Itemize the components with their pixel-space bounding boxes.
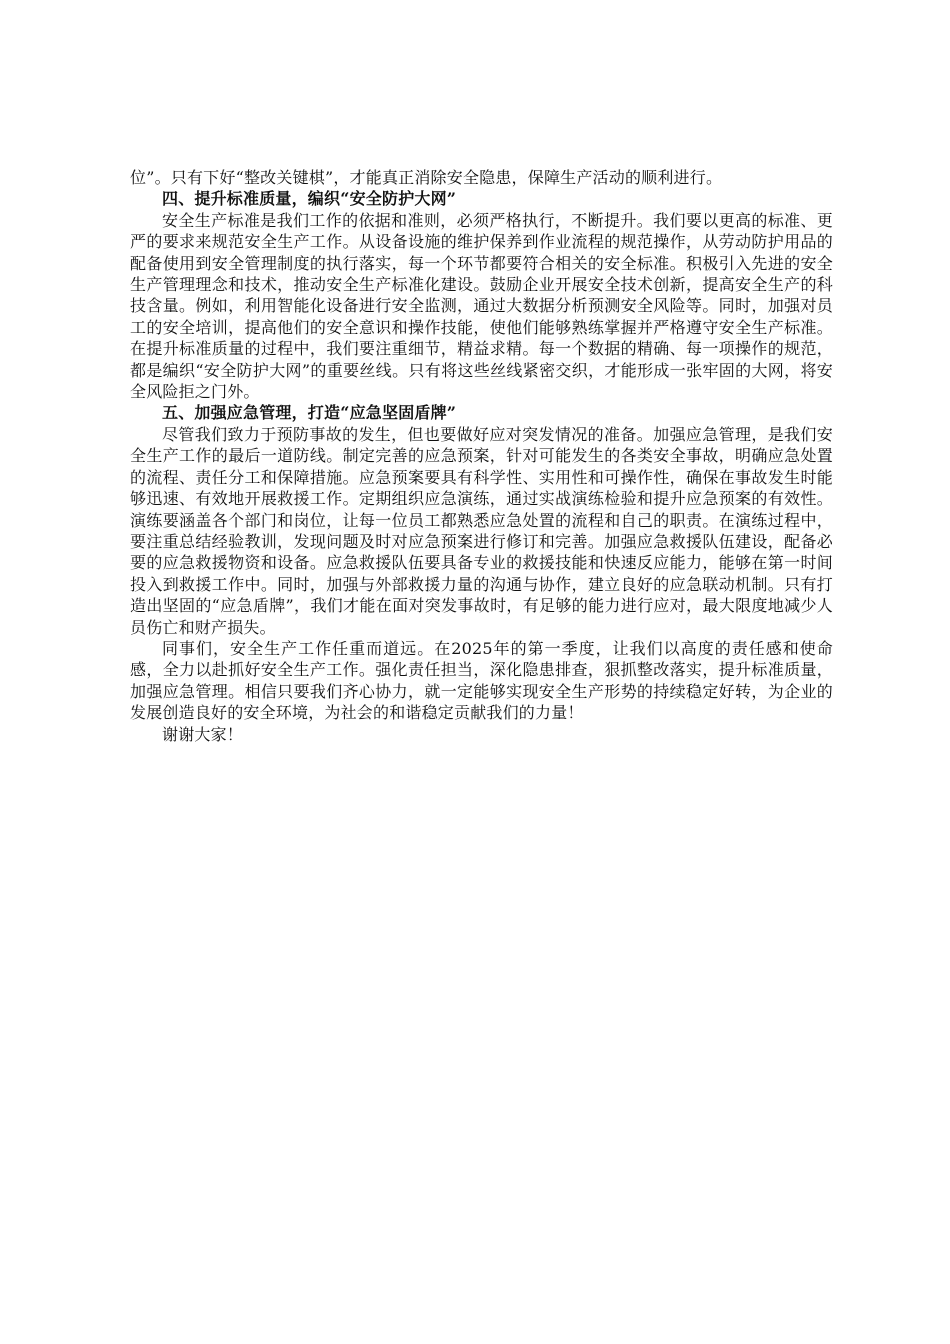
paragraph-continuation: 位”。只有下好“整改关键棋”，才能真正消除安全隐患，保障生产活动的顺利进行。 xyxy=(130,168,723,187)
paragraph-emergency: 尽管我们致力于预防事故的发生，但也要做好应对突发情况的准备。加强应急管理，是我们安全生产工作的最后一道防线。制定完善的应急预案，针对可能发生的各类安全事故，明确应急处置的流程、责任分工和保障措施。应急预案要具有科学性、实用性和可操作性，确保在事故发生时能够迅速、有效地开展救援工作。定期组织应急演练，通过实战演练检验和提升应急预案的有效性。演练要涵盖各个部门和岗位，让每一位员工都熟悉应急处置的流程和自己的职责。在演练过程中，要注重总结经验教训，发现问题及时对应急预案进行修订和完善。加强应急救援队伍建设，配备必要的应急救援物资和设备。应急救援队伍要具备专业的救援技能和快速反应能力，能够在第一时间投入到救援工作中。同时，加强与外部救援力量的沟通与协作，建立良好的应急联动机制。只有打造出坚固的“应急盾牌”，我们才能在面对突发事故时，有足够的能力进行应对，最大限度地减少人员伤亡和财产损失。 xyxy=(130,424,833,637)
document-body xyxy=(130,167,833,745)
section-heading-5: 五、加强应急管理，打造“应急坚固盾牌” xyxy=(162,403,457,423)
paragraph-thanks: 谢谢大家！ xyxy=(162,724,244,744)
paragraph-closing: 同事们，安全生产工作任重而道远。在2025年的第一季度，让我们以高度的责任感和使命感，全力以赴抓好安全生产工作。强化责任担当，深化隐患排查，狠抓整改落实，提升标准质量，加强应急管理。相信只要我们齐心协力，就一定能够实现安全生产形势的持续稳定好转，为企业的发展创造良好的安全环境，为社会的和谐稳定贡献我们的力量！ xyxy=(130,638,833,723)
section-heading-4: 四、提升标准质量，编织“安全防护大网” xyxy=(162,189,457,209)
paragraph-standards: 安全生产标准是我们工作的依据和准则，必须严格执行，不断提升。我们要以更高的标准、更严的要求来规范安全生产工作。从设备设施的维护保养到作业流程的规范操作，从劳动防护用品的配备使用到安全管理制度的执行落实，每一个环节都要符合相关的安全标准。积极引入先进的安全生产管理理念和技术，推动安全生产标准化建设。鼓励企业开展安全技术创新，提高安全生产的科技含量。例如，利用智能化设备进行安全监测，通过大数据分析预测安全风险等。同时，加强对员工的安全培训，提高他们的安全意识和操作技能，使他们能够熟练掌握并严格遵守安全生产标准。在提升标准质量的过程中，我们要注重细节，精益求精。每一个数据的精确、每一项操作的规范，都是编织“安全防护大网”的重要丝线。只有将这些丝线紧密交织，才能形成一张牢固的大网，将安全风险拒之门外。 xyxy=(130,210,833,402)
